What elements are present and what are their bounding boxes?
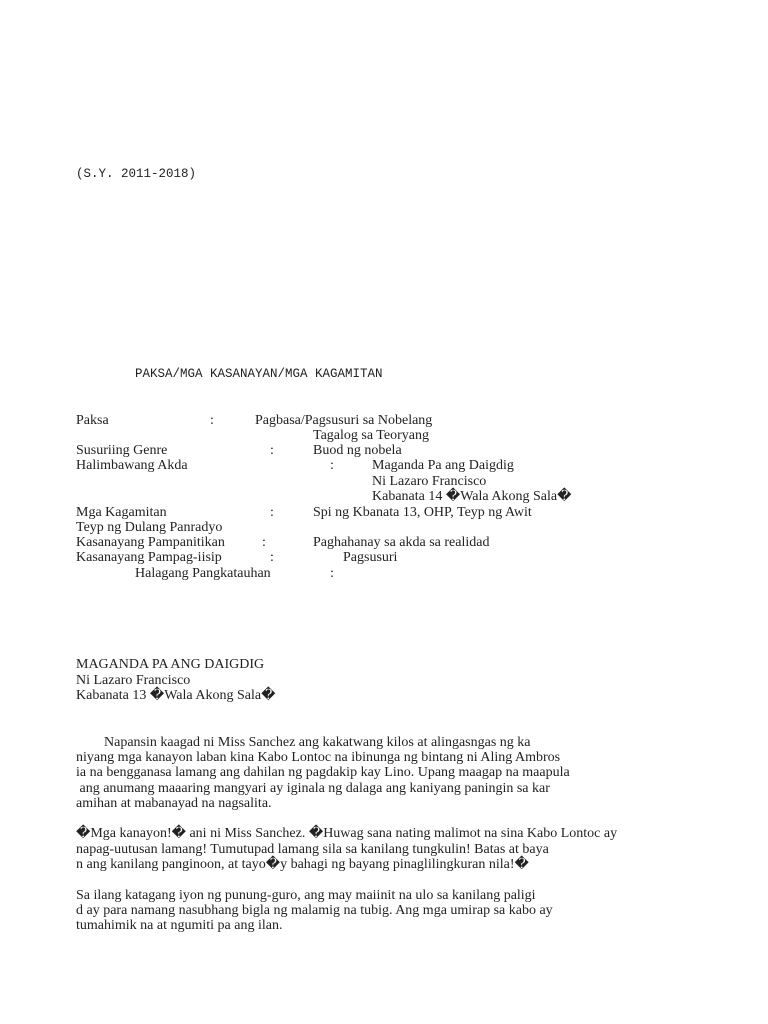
school-year: (S.Y. 2011-2018)	[76, 167, 197, 181]
paragraph-1-line: ang anumang maaaring mangyari ay iginala ng dalaga ang kaniyang paningin sa kar	[76, 781, 550, 796]
excerpt-title: MAGANDA PA ANG DAIGDIG	[76, 657, 265, 672]
paragraph-1-line: amihan at mabanayad na nagsalita.	[76, 796, 272, 811]
akda-value-3: Kabanata 14 �Wala Akong Sala�	[372, 489, 572, 504]
akda-value-1: Maganda Pa ang Daigdig	[372, 458, 514, 473]
pampagiisip-value: Pagsusuri	[343, 550, 398, 565]
genre-value: Buod ng nobela	[313, 443, 402, 458]
pampagiisip-label: Kasanayang Pampag-iisip	[76, 550, 222, 565]
pampagiisip-sep: :	[270, 550, 274, 565]
pampanitikan-value: Paghahanay sa akda sa realidad	[313, 535, 490, 550]
paragraph-3-line: Sa ilang katagang iyon ng punung-guro, ang may maiinit na ulo sa kanilang paligi	[76, 888, 536, 903]
kagamitan-sep: :	[270, 505, 274, 520]
excerpt-chapter: Kabanata 13 �Wala Akong Sala�	[76, 688, 276, 703]
akda-value-2: Ni Lazaro Francisco	[372, 474, 487, 489]
genre-sep: :	[270, 443, 274, 458]
excerpt-author: Ni Lazaro Francisco	[76, 673, 191, 688]
paragraph-1-line: ia na bengganasa lamang ang dahilan ng pagdakip kay Lino. Upang maagap na maapula	[76, 765, 570, 780]
paksa-value-2: Tagalog sa Teoryang	[313, 428, 429, 443]
kagamitan-value-2: Teyp ng Dulang Panradyo	[76, 520, 223, 535]
paragraph-1-line: niyang mga kanayon laban kina Kabo Lontoc na ibinunga ng bintang ni Aling Ambros	[76, 750, 561, 765]
akda-label: Halimbawang Akda	[76, 458, 188, 473]
paragraph-3-line: d ay para namang nasubhang bigla ng malamig na tubig. Ang mga umirap sa kabo ay	[76, 903, 553, 918]
paksa-sep: :	[210, 413, 214, 428]
paragraph-2-line: �Mga kanayon!� ani ni Miss Sanchez. �Huwag sana nating malimot na sina Kabo Lontoc ay	[76, 826, 618, 841]
paragraph-2-line: n ang kanilang panginoon, at tayo�y bahagi ng bayang pinaglilingkuran nila!�	[76, 857, 529, 872]
paksa-label: Paksa	[76, 413, 109, 428]
section-title: PAKSA/MGA KASANAYAN/MGA KAGAMITAN	[135, 367, 383, 381]
paragraph-3-line: tumahimik na at ngumiti pa ang ilan.	[76, 918, 283, 933]
pampanitikan-label: Kasanayang Pampanitikan	[76, 535, 225, 550]
genre-label: Susuriing Genre	[76, 443, 168, 458]
pangkatauhan-sep: :	[330, 566, 334, 581]
paragraph-2-line: napag-uutusan lamang! Tumutupad lamang sila sa kanilang tungkulin! Batas at baya	[76, 842, 549, 857]
akda-sep: :	[330, 458, 334, 473]
pangkatauhan-label: Halagang Pangkatauhan	[135, 566, 271, 581]
kagamitan-label: Mga Kagamitan	[76, 505, 167, 520]
pampanitikan-sep: :	[262, 535, 266, 550]
paksa-value-1: Pagbasa/Pagsusuri sa Nobelang	[255, 413, 433, 428]
paragraph-1-line: Napansin kaagad ni Miss Sanchez ang kakatwang kilos at alingasngas ng ka	[76, 735, 531, 750]
kagamitan-value: Spi ng Kbanata 13, OHP, Teyp ng Awit	[313, 505, 532, 520]
